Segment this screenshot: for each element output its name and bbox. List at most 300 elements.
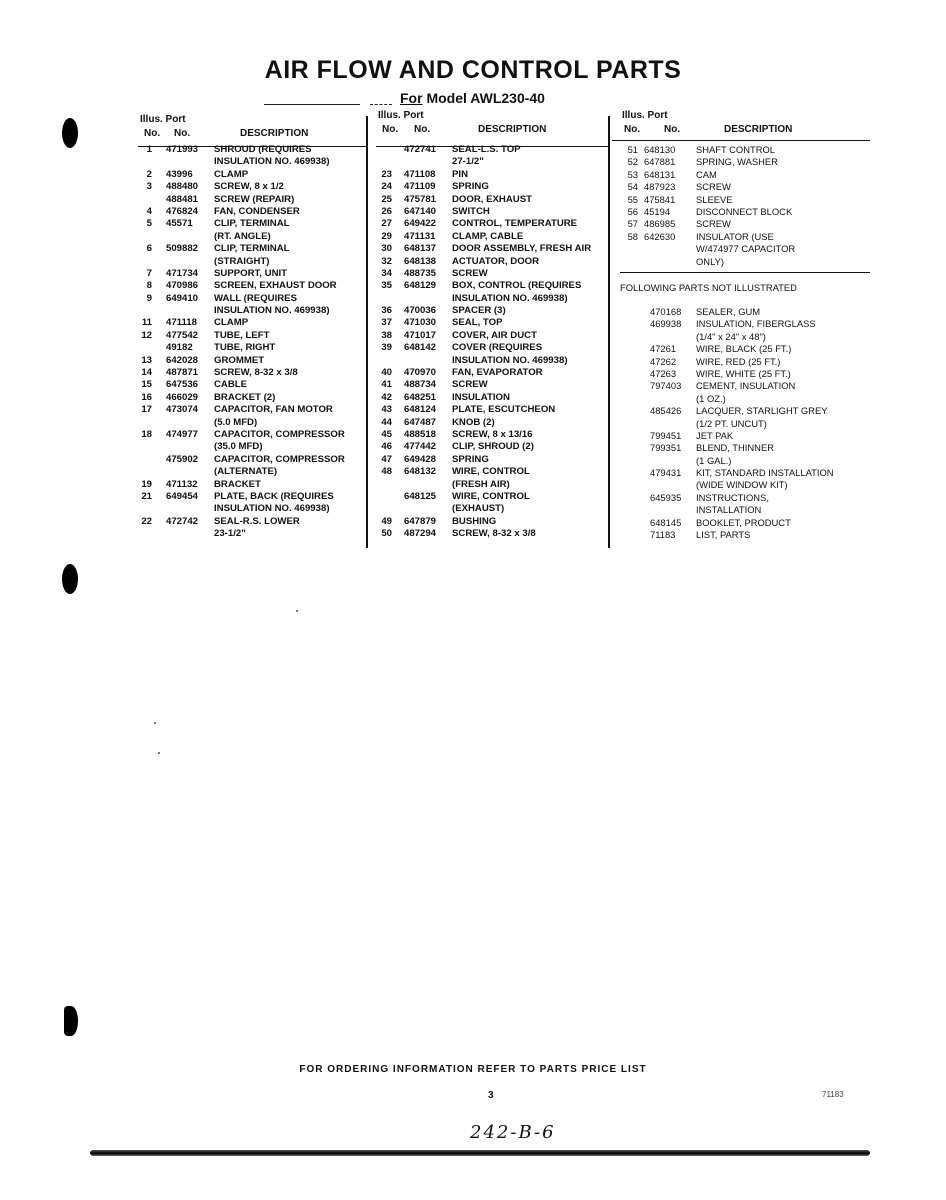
page-title: AIR FLOW AND CONTROL PARTS xyxy=(264,56,682,84)
part-description: (1/4" x 24" x 48") xyxy=(696,330,766,342)
part-number: 642028 xyxy=(166,354,199,366)
part-number: 649422 xyxy=(404,218,437,230)
parts-row xyxy=(376,503,608,515)
document-code: 71183 xyxy=(822,1090,844,1099)
part-description: SCREW xyxy=(696,181,731,193)
parts-row xyxy=(620,405,870,417)
part-description: SCREW, 8-32 x 3/8 xyxy=(214,367,298,379)
illus-number: 35 xyxy=(381,280,392,292)
part-description: SHROUD (REQUIRES xyxy=(214,144,312,155)
part-description: PLATE, ESCUTCHEON xyxy=(452,404,556,416)
parts-row xyxy=(620,529,870,541)
parts-row xyxy=(376,268,608,280)
part-description: SPACER (3) xyxy=(452,305,506,317)
part-number: 471030 xyxy=(404,317,437,329)
part-number: 642630 xyxy=(644,230,676,242)
part-description: SLEEVE xyxy=(696,193,733,205)
part-description: INSULATION NO. 469938) xyxy=(214,503,330,515)
part-description: SCREW (REPAIR) xyxy=(214,193,295,205)
part-number: 469938 xyxy=(650,318,682,330)
column-divider xyxy=(366,116,368,548)
parts-row xyxy=(140,479,366,491)
part-description: INSULATION, FIBERGLASS xyxy=(696,318,816,330)
no-label-2: No. xyxy=(174,128,191,139)
part-description: CLIP, SHROUD (2) xyxy=(452,441,534,453)
parts-row xyxy=(376,181,608,193)
description-label: DESCRIPTION xyxy=(240,128,309,139)
part-description: TUBE, RIGHT xyxy=(214,342,276,354)
parts-row xyxy=(376,367,608,379)
part-number: 648125 xyxy=(404,490,437,502)
scan-speck xyxy=(154,722,156,724)
part-description: SCREW, 8 x 13/16 xyxy=(452,428,533,440)
parts-row xyxy=(140,441,366,453)
page-number: 3 xyxy=(488,1090,494,1101)
illus-number: 8 xyxy=(146,280,152,292)
part-description: WIRE, CONTROL xyxy=(452,466,530,478)
part-number: 645935 xyxy=(650,491,682,503)
part-description: CAPACITOR, FAN MOTOR xyxy=(214,404,333,416)
parts-row xyxy=(140,392,366,404)
part-number: 647881 xyxy=(644,156,676,168)
parts-row xyxy=(620,356,870,368)
parts-row xyxy=(620,380,870,392)
parts-row xyxy=(140,156,366,168)
illus-number: 1 xyxy=(146,144,152,155)
part-number: 471993 xyxy=(166,144,199,155)
illus-number: 19 xyxy=(141,478,152,490)
illus-number: 9 xyxy=(146,292,152,304)
part-number: 71183 xyxy=(650,529,676,541)
part-description: LIST, PARTS xyxy=(696,529,751,541)
parts-row xyxy=(140,379,366,391)
column-header xyxy=(140,110,366,144)
illus-number: 7 xyxy=(146,267,152,279)
part-description: 23-1/2" xyxy=(214,528,246,540)
part-number: 799351 xyxy=(650,442,682,454)
part-description: CONTROL, TEMPERATURE xyxy=(452,218,578,230)
part-number: 471734 xyxy=(166,267,199,279)
illus-number: 6 xyxy=(146,243,152,255)
illus-number: 58 xyxy=(627,230,638,242)
part-number: 471109 xyxy=(404,181,436,193)
parts-row xyxy=(140,491,366,503)
column-divider xyxy=(608,116,610,548)
parts-row xyxy=(140,404,366,416)
part-number: 49182 xyxy=(166,342,193,354)
subtitle-rule-dashed xyxy=(370,104,392,105)
subtitle-rule xyxy=(264,104,360,105)
parts-column-3 xyxy=(620,110,870,268)
part-description: BUSHING xyxy=(452,515,497,527)
parts-row xyxy=(140,367,366,379)
illus-number: 14 xyxy=(141,367,152,379)
part-number: 648251 xyxy=(404,391,437,403)
parts-row xyxy=(376,231,608,243)
part-description: SEALER, GUM xyxy=(696,306,761,317)
part-description: COVER (REQUIRES xyxy=(452,342,543,354)
subtitle-prefix: For xyxy=(400,90,423,106)
parts-row xyxy=(140,342,366,354)
illus-number: 45 xyxy=(381,428,392,440)
section-rule xyxy=(620,272,870,273)
part-number: 486985 xyxy=(644,218,676,230)
parts-row xyxy=(376,466,608,478)
part-number: 487923 xyxy=(644,181,676,193)
parts-row xyxy=(376,256,608,268)
part-description: SCREW, 8-32 x 3/8 xyxy=(452,528,536,540)
part-description: WALL (REQUIRES xyxy=(214,292,297,304)
parts-row xyxy=(140,305,366,317)
no-label-2: No. xyxy=(414,124,431,135)
parts-list xyxy=(140,144,366,541)
part-description: CAM xyxy=(696,168,717,180)
part-description: CLIP, TERMINAL xyxy=(214,218,290,230)
part-number: 479431 xyxy=(650,467,682,479)
part-description: BLEND, THINNER xyxy=(696,442,774,454)
scan-speck xyxy=(296,610,298,612)
part-description: ONLY) xyxy=(696,255,724,267)
parts-row xyxy=(620,144,870,156)
parts-list xyxy=(620,144,870,268)
part-description: CLAMP, CABLE xyxy=(452,230,524,242)
part-description: SPRING, WASHER xyxy=(696,156,778,168)
illus-number: 34 xyxy=(381,267,392,279)
part-number: 472742 xyxy=(166,515,199,527)
part-description: WIRE, BLACK (25 FT.) xyxy=(696,343,792,355)
not-illustrated-list xyxy=(620,306,870,541)
parts-row xyxy=(376,528,608,540)
part-number: 647536 xyxy=(166,379,199,391)
part-number: 648129 xyxy=(404,280,437,292)
parts-row xyxy=(620,218,870,230)
parts-row xyxy=(620,169,870,181)
illus-number: 37 xyxy=(381,317,392,329)
part-number: 471017 xyxy=(404,329,437,341)
parts-row xyxy=(140,280,366,292)
parts-row xyxy=(620,231,870,243)
part-description: CLAMP xyxy=(214,168,249,180)
part-number: 649428 xyxy=(404,453,437,465)
illus-number: 29 xyxy=(381,230,392,242)
part-description: ACTUATOR, DOOR xyxy=(452,255,540,267)
illus-number: 43 xyxy=(381,404,392,416)
description-label: DESCRIPTION xyxy=(478,124,547,135)
punch-hole xyxy=(62,564,78,594)
parts-row xyxy=(140,256,366,268)
part-description: COVER, AIR DUCT xyxy=(452,329,537,341)
part-number: 470986 xyxy=(166,280,199,292)
parts-row xyxy=(376,293,608,305)
part-description: BOX, CONTROL (REQUIRES xyxy=(452,280,582,292)
part-number: 475781 xyxy=(404,193,437,205)
illus-number: 48 xyxy=(381,466,392,478)
part-number: 471131 xyxy=(404,230,436,242)
part-description: W/474977 CAPACITOR xyxy=(696,243,796,255)
part-number: 45571 xyxy=(166,218,193,230)
parts-row xyxy=(140,355,366,367)
part-number: 797403 xyxy=(650,380,682,392)
part-description: SUPPORT, UNIT xyxy=(214,267,288,279)
scan-edge-bar xyxy=(90,1150,870,1156)
part-description: INSTRUCTIONS, xyxy=(696,491,769,503)
illus-port-label: Illus. Port xyxy=(140,114,186,125)
part-description: FAN, EVAPORATOR xyxy=(452,367,543,379)
parts-row xyxy=(376,305,608,317)
parts-row xyxy=(140,503,366,515)
parts-row xyxy=(620,318,870,330)
illus-number: 54 xyxy=(627,181,638,193)
parts-row xyxy=(376,355,608,367)
subtitle-model: Model AWL230-40 xyxy=(426,90,545,106)
part-description: JET PAK xyxy=(696,429,734,441)
part-description: LACQUER, STARLIGHT GREY xyxy=(696,405,828,417)
part-number: 474977 xyxy=(166,428,199,440)
part-description: (5.0 MFD) xyxy=(214,416,258,428)
illus-number: 15 xyxy=(141,379,152,391)
illus-number: 5 xyxy=(146,218,152,230)
part-description: (1 OZ.) xyxy=(696,392,726,404)
part-description: INSULATION xyxy=(452,391,510,403)
part-number: 471118 xyxy=(166,317,197,329)
parts-row xyxy=(140,417,366,429)
illus-number: 46 xyxy=(381,441,392,453)
parts-row xyxy=(376,156,608,168)
parts-row xyxy=(140,429,366,441)
part-number: 47263 xyxy=(650,367,677,379)
parts-list xyxy=(376,144,608,541)
part-description: (35.0 MFD) xyxy=(214,441,263,453)
part-number: 470036 xyxy=(404,305,437,317)
part-description: SPRING xyxy=(452,181,489,193)
parts-row xyxy=(620,418,870,430)
illus-number: 32 xyxy=(381,255,392,267)
part-number: 648131 xyxy=(644,168,676,180)
part-description: (RT. ANGLE) xyxy=(214,230,271,242)
part-description: SCREEN, EXHAUST DOOR xyxy=(214,280,337,292)
part-description: SEAL-L.S. TOP xyxy=(452,144,521,155)
parts-row xyxy=(620,517,870,529)
parts-row xyxy=(376,243,608,255)
part-number: 647879 xyxy=(404,515,437,527)
illus-number: 44 xyxy=(381,416,392,428)
part-description: CLIP, TERMINAL xyxy=(214,243,290,255)
part-description: 27-1/2" xyxy=(452,156,484,168)
illus-number: 3 xyxy=(146,181,152,193)
column-header xyxy=(620,110,870,144)
part-description: DISCONNECT BLOCK xyxy=(696,205,793,217)
part-description: SCREW xyxy=(452,379,488,391)
parts-row xyxy=(376,194,608,206)
no-label: No. xyxy=(382,124,399,135)
part-description: WIRE, CONTROL xyxy=(452,490,530,502)
model-subtitle xyxy=(400,90,545,106)
no-label: No. xyxy=(144,128,161,139)
part-number: 488480 xyxy=(166,181,199,193)
part-number: 488735 xyxy=(404,267,437,279)
part-number: 488481 xyxy=(166,193,199,205)
parts-row xyxy=(140,528,366,540)
part-description: (STRAIGHT) xyxy=(214,255,270,267)
ordering-note: FOR ORDERING INFORMATION REFER TO PARTS PRICE LIST xyxy=(299,1064,647,1075)
illus-number: 21 xyxy=(141,490,152,502)
part-number: 509882 xyxy=(166,243,199,255)
parts-row xyxy=(376,218,608,230)
illus-number: 53 xyxy=(627,168,638,180)
part-number: 648142 xyxy=(404,342,437,354)
part-description: BOOKLET, PRODUCT xyxy=(696,516,791,528)
illus-number: 23 xyxy=(381,168,392,180)
no-label: No. xyxy=(624,124,641,135)
parts-row xyxy=(620,181,870,193)
part-number: 43996 xyxy=(166,168,193,180)
part-number: 799451 xyxy=(650,429,682,441)
parts-row xyxy=(620,243,870,255)
parts-row xyxy=(376,454,608,466)
part-number: 470168 xyxy=(650,306,682,317)
parts-row xyxy=(140,516,366,528)
part-number: 45194 xyxy=(644,205,671,217)
parts-row xyxy=(620,306,870,318)
parts-row xyxy=(376,516,608,528)
parts-row xyxy=(376,379,608,391)
part-number: 47262 xyxy=(650,355,677,367)
punch-hole xyxy=(62,118,78,148)
part-number: 488518 xyxy=(404,428,437,440)
parts-row xyxy=(620,331,870,343)
part-number: 487294 xyxy=(404,528,437,540)
scan-speck xyxy=(158,752,160,754)
parts-row xyxy=(376,342,608,354)
part-number: 649454 xyxy=(166,490,199,502)
subtitle-row xyxy=(0,90,946,110)
part-number: 471132 xyxy=(166,478,198,490)
no-label-2: No. xyxy=(664,124,681,135)
part-description: CEMENT, INSULATION xyxy=(696,380,796,392)
illus-number: 56 xyxy=(627,205,638,217)
part-description: SEAL-R.S. LOWER xyxy=(214,515,300,527)
illus-number: 41 xyxy=(381,379,392,391)
part-description: CLAMP xyxy=(214,317,249,329)
parts-row xyxy=(376,169,608,181)
part-number: 648132 xyxy=(404,466,437,478)
illus-number: 36 xyxy=(381,305,392,317)
parts-row xyxy=(376,417,608,429)
part-description: FAN, CONDENSER xyxy=(214,205,300,217)
part-description: (FRESH AIR) xyxy=(452,478,510,490)
parts-row xyxy=(140,169,366,181)
part-description: INSULATION NO. 469938) xyxy=(452,354,568,366)
handwritten-note: 242-B-6 xyxy=(470,1122,556,1143)
illus-port-label: Illus. Port xyxy=(622,110,668,121)
part-description: INSULATION NO. 469938) xyxy=(214,305,330,317)
illus-number: 11 xyxy=(141,317,152,329)
illus-number: 30 xyxy=(381,243,392,255)
illus-number: 24 xyxy=(381,181,392,193)
part-description: WIRE, RED (25 FT.) xyxy=(696,355,781,367)
part-number: 473074 xyxy=(166,404,199,416)
part-number: 648130 xyxy=(644,144,676,155)
not-illustrated-heading: FOLLOWING PARTS NOT ILLUSTRATED xyxy=(620,282,797,293)
parts-row xyxy=(140,218,366,230)
parts-row xyxy=(620,467,870,479)
part-number: 649410 xyxy=(166,292,199,304)
part-description: KIT, STANDARD INSTALLATION xyxy=(696,467,834,479)
part-description: PIN xyxy=(452,168,468,180)
part-number: 485426 xyxy=(650,405,682,417)
illus-number: 18 xyxy=(141,428,152,440)
part-description: INSULATION NO. 469938) xyxy=(452,292,568,304)
parts-row xyxy=(140,194,366,206)
part-number: 477442 xyxy=(404,441,437,453)
parts-column-2 xyxy=(376,110,608,541)
illus-number: 40 xyxy=(381,367,392,379)
parts-row xyxy=(376,491,608,503)
illus-number: 51 xyxy=(627,144,638,155)
parts-row xyxy=(620,343,870,355)
part-description: SCREW xyxy=(452,267,488,279)
illus-number: 50 xyxy=(381,528,392,540)
parts-row xyxy=(140,268,366,280)
illus-number: 25 xyxy=(381,193,392,205)
illus-number: 39 xyxy=(381,342,392,354)
part-description: SCREW xyxy=(696,218,731,230)
part-description: KNOB (2) xyxy=(452,416,495,428)
illus-number: 42 xyxy=(381,391,392,403)
parts-row xyxy=(376,206,608,218)
parts-row xyxy=(620,430,870,442)
illus-number: 13 xyxy=(141,354,152,366)
parts-row xyxy=(620,504,870,516)
illus-number: 49 xyxy=(381,515,392,527)
part-description: DOOR ASSEMBLY, FRESH AIR xyxy=(452,243,592,255)
part-description: INSULATION NO. 469938) xyxy=(214,156,330,168)
parts-row xyxy=(376,317,608,329)
parts-row xyxy=(140,243,366,255)
part-number: 647140 xyxy=(404,205,437,217)
parts-row xyxy=(140,330,366,342)
parts-row xyxy=(140,181,366,193)
part-description: (WIDE WINDOW KIT) xyxy=(696,479,788,491)
parts-row xyxy=(376,392,608,404)
part-description: WIRE, WHITE (25 FT.) xyxy=(696,367,791,379)
part-number: 475902 xyxy=(166,453,199,465)
illus-number: 2 xyxy=(146,168,152,180)
part-description: TUBE, LEFT xyxy=(214,329,270,341)
illus-number: 52 xyxy=(627,156,638,168)
header-rule xyxy=(612,140,870,141)
illus-number: 38 xyxy=(381,329,392,341)
part-description: (ALTERNATE) xyxy=(214,466,278,478)
illus-port-label: Illus. Port xyxy=(378,110,424,121)
parts-row xyxy=(140,317,366,329)
parts-row xyxy=(620,256,870,268)
punch-hole xyxy=(64,1006,78,1036)
part-number: 648138 xyxy=(404,255,437,267)
part-number: 648124 xyxy=(404,404,437,416)
part-description: INSULATOR (USE xyxy=(696,230,774,242)
part-number: 472741 xyxy=(404,144,437,155)
parts-row xyxy=(140,231,366,243)
part-number: 466029 xyxy=(166,391,199,403)
column-header xyxy=(376,110,608,144)
part-description: SHAFT CONTROL xyxy=(696,144,776,155)
parts-row xyxy=(140,466,366,478)
parts-row xyxy=(620,479,870,491)
part-description: GROMMET xyxy=(214,354,265,366)
part-number: 648137 xyxy=(404,243,437,255)
part-description: (1 GAL.) xyxy=(696,454,732,466)
